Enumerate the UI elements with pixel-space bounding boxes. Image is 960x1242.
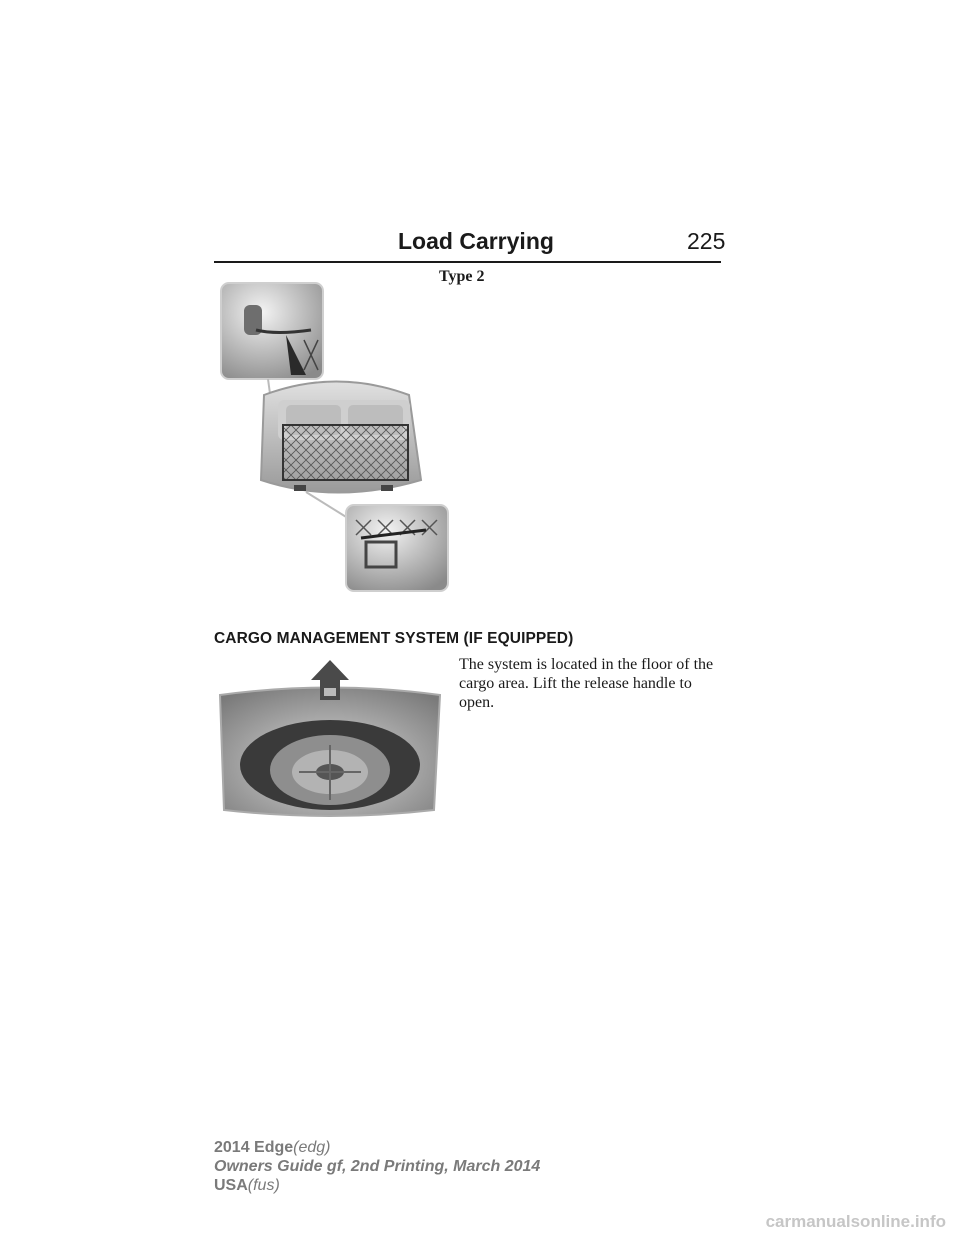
- footer-edition: Owners Guide gf, 2nd Printing, March 2014: [214, 1158, 541, 1175]
- footer-market-code: (fus): [247, 1177, 280, 1194]
- page-number: 225: [687, 228, 726, 254]
- footer-model-code: (edg): [293, 1139, 331, 1156]
- section-body: The system is located in the floor of the cargo area. Lift the release handle to open.: [459, 656, 714, 711]
- header-divider: [214, 261, 721, 263]
- page-title: Load Carrying: [398, 228, 554, 254]
- figure-caption: Type 2: [439, 268, 485, 285]
- footer-model: 2014 Edge: [214, 1139, 294, 1156]
- section-heading: CARGO MANAGEMENT SYSTEM (IF EQUIPPED): [214, 630, 574, 647]
- cargo-floor-illustration: [214, 660, 446, 822]
- watermark: carmanualsonline.info: [765, 1212, 946, 1231]
- footer: [214, 1138, 540, 1195]
- cargo-net-illustration: [216, 280, 451, 595]
- footer-market: USA: [214, 1177, 248, 1194]
